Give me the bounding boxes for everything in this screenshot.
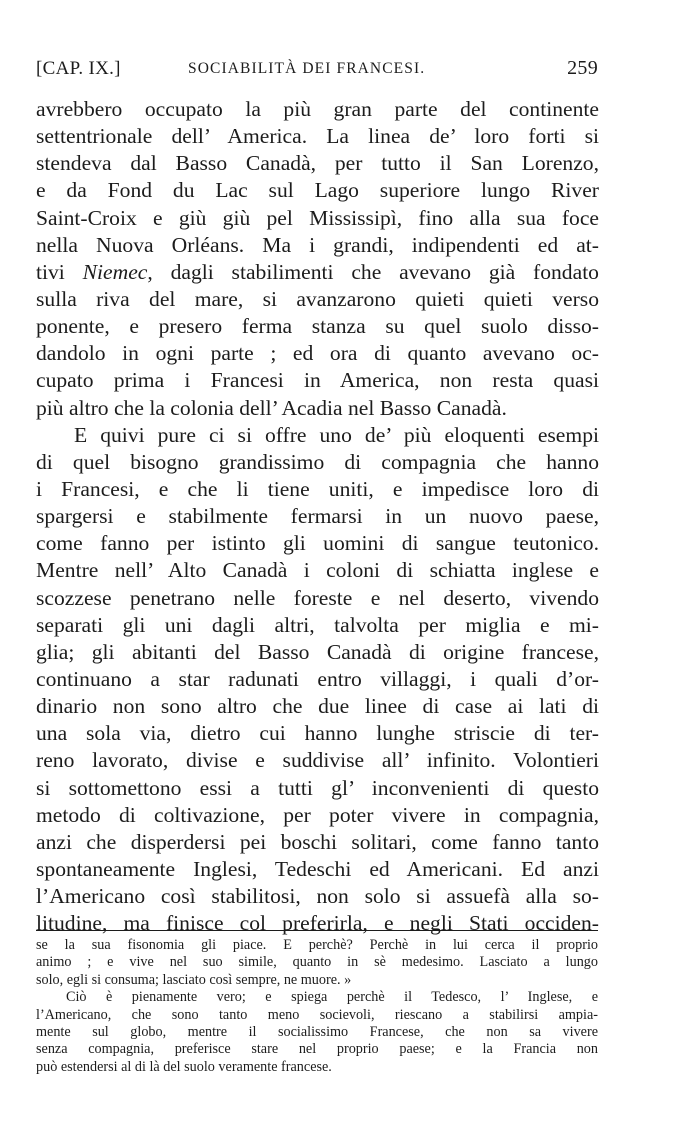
text-segment: , dagli stabilimenti che avevano già fondato [147, 259, 599, 284]
footnote-line: senza compagnia, preferisce stare nel proprio paese; e la Francia non [36, 1041, 598, 1058]
text-line: scozzese penetrano nelle foreste e nel deserto, vivendo [36, 585, 599, 610]
footnote-line: se la sua fisonomia gli piace. E perchè? Perchè in lui cerca il proprio [36, 937, 598, 953]
text-line: e da Fond du Lac sul Lago superiore lungo River [36, 178, 599, 203]
text-segment: tivi [36, 259, 83, 284]
text-line: stendeva dal Basso Canadà, per tutto il San Lorenzo, [36, 151, 599, 176]
footnote-line: può estendersi al di là del suolo veramente francese. [36, 1058, 332, 1075]
text-line: Saint-Croix e giù giù pel Mississipì, fino alla sua foce [36, 205, 599, 230]
running-header [36, 58, 598, 86]
text-line: ponente, e presero ferma stanza su quel suolo disso- [36, 314, 599, 339]
footnote-line: solo, egli si consuma; lasciato così sempre, ne muore. » [36, 971, 352, 988]
running-title: SOCIABILITÀ DEI FRANCESI. [188, 60, 426, 77]
text-line: continuano a star radunati entro villaggi, i quali d’or- [36, 666, 599, 691]
text-line: come fanno per istinto gli uomini di sangue teutonico. [36, 531, 599, 556]
text-line: Mentre nell’ Alto Canadà i coloni di schiatta inglese e [36, 558, 599, 583]
footnote-line: l’Americano, che sono tanto meno socievoli, riescano a stabilirsi ampia- [36, 1006, 598, 1023]
text-line: i Francesi, e che li tiene uniti, e impedisce loro di [36, 476, 599, 501]
text-line: si sottomettono essi a tutti gl’ inconvenienti di questo [36, 775, 599, 800]
footnote-line: Ciò è pienamente vero; e spiega perchè il Tedesco, l’ Inglese, e [66, 989, 598, 1006]
text-line: separati gli uni dagli altri, talvolta per miglia e mi- [36, 612, 599, 637]
text-line: dinario non sono altro che due linee di case ai lati di [36, 694, 599, 719]
text-line [36, 259, 599, 286]
footnote-line: animo ; e vive nel suo simile, quanto in sè medesimo. Lasciato a lungo [36, 954, 598, 971]
text-line: spontaneamente Inglesi, Tedeschi ed Americani. Ed anzi [36, 856, 599, 881]
text-line: reno lavorato, divise e suddivise all’ infinito. Volontieri [36, 748, 599, 773]
text-line: sulla riva del mare, si avanzarono quieti quieti verso [36, 286, 599, 311]
text-line: nella Nuova Orléans. Ma i grandi, indipendenti ed at- [36, 232, 599, 257]
italic-word: Niemec [82, 259, 148, 284]
text-line: più altro che la colonia dell’ Acadia nel Basso Canadà. [36, 395, 507, 420]
main-text [36, 96, 599, 937]
text-line: dandolo in ogni parte ; ed ora di quanto avevano oc- [36, 341, 599, 366]
footnote-line: mente sul globo, mentre il socialissimo Francese, che non sa vivere [36, 1023, 598, 1040]
text-line: anzi che disperdersi pei boschi solitari, come fanno tanto [36, 829, 599, 854]
footnotes [36, 937, 598, 1076]
text-line: settentrionale dell’ America. La linea de’ loro forti si [36, 124, 599, 149]
footnote-paragraph-2 [36, 989, 598, 1076]
paragraph-1 [36, 96, 599, 422]
text-line: spargersi e stabilmente fermarsi in un nuovo paese, [36, 504, 599, 529]
text-line: cupato prima i Francesi in America, non resta quasi [36, 368, 599, 393]
text-line: avrebbero occupato la più gran parte del continente [36, 97, 599, 121]
footnote-paragraph-1 [36, 937, 598, 989]
text-line: metodo di coltivazione, per poter vivere in compagnia, [36, 802, 599, 827]
text-line: litudine, ma finisce col preferirla, e negli Stati occiden- [36, 911, 599, 936]
text-line: una sola via, dietro cui hanno lunghe striscie di ter- [36, 721, 599, 746]
text-line: l’Americano così stabilitosi, non solo si assuefà alla so- [36, 884, 599, 909]
text-line: di quel bisogno grandissimo di compagnia che hanno [36, 449, 599, 474]
chapter-label: [CAP. IX.] [36, 58, 121, 79]
page-number: 259 [567, 57, 598, 79]
text-line: E quivi pure ci si offre uno de’ più eloquenti esempi [74, 422, 599, 447]
text-line: glia; gli abitanti del Basso Canadà di origine francese, [36, 639, 599, 664]
footnote-rule [36, 930, 598, 931]
paragraph-2 [36, 422, 599, 938]
